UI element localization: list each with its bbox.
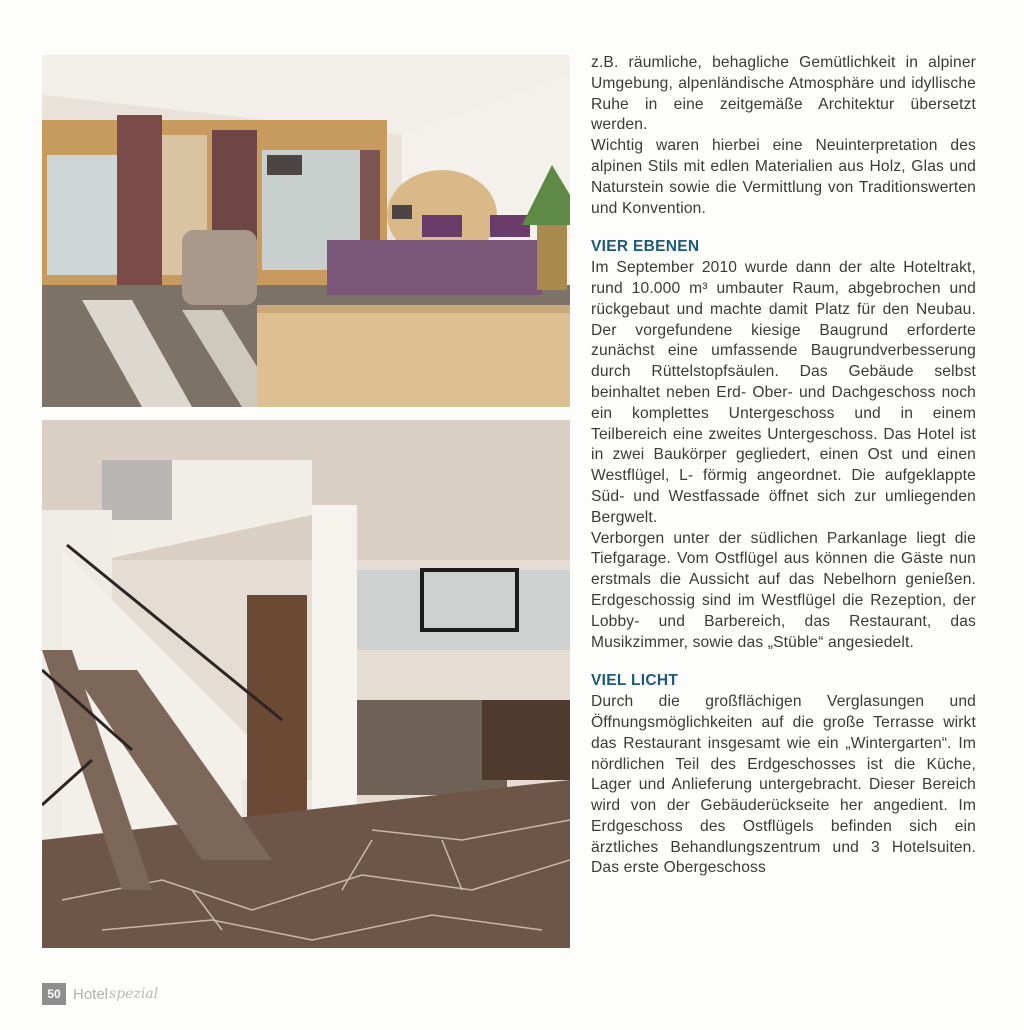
section-heading-viel-licht: VIEL LICHT <box>591 672 679 690</box>
lobby-photo <box>42 420 570 948</box>
section-paragraph: Durch die großflächigen Verglasungen und Öffnungsmöglichkeiten auf die große Terrasse wirkt das Restaurant insgesamt wie ein „Wintergarten“. Im nördlichen Teil des Erdgeschosses ist die Küche, Lager und Anlieferung untergebracht. Dieser Bereich wird von der Gebäuderückseite her angedient. Im Erdgeschoss des Ostflügels befinden sich ein ärztliches Behandlungszentrum und 3 Hotelsuiten. Das erste Obergeschoss <box>591 693 976 877</box>
lobby-photo-drawing <box>42 420 570 948</box>
intro-paragraph: Wichtig waren hierbei eine Neuinterpretation des alpinen Stils mit edlen Materialien aus Holz, Glas und Naturstein sowie die Vermittlung von Traditionswerten und Konvention. <box>591 137 976 217</box>
magazine-name: Hotel <box>73 985 109 1003</box>
bedroom-photo-drawing <box>42 55 570 407</box>
magazine-script-logo: spezial <box>109 986 159 1002</box>
intro-paragraph: z.B. räumliche, behagliche Gemütlichkeit in alpiner Umgebung, alpenländische Atmosphäre und idyllische Ruhe in eine zeitgemäße Architektur übersetzt werden. <box>591 54 976 134</box>
section-paragraph: Verborgen unter der südlichen Parkanlage liegt die Tiefgarage. Vom Ostflügel aus können die Gäste nun erstmals die Aussicht auf das Nebelhorn genießen. Erdgeschossig sind im Westflügel die Rezeption, der Lobby- und Barbereich, das Restaurant, das Musikzimmer, sowie das „Stüble“ angesiedelt. <box>591 529 976 651</box>
article-column <box>591 53 976 879</box>
page-number: 50 <box>42 983 66 1005</box>
section-paragraph: Im September 2010 wurde dann der alte Hoteltrakt, rund 10.000 m³ umbauter Raum, abgebrochen und rückgebaut und machte damit Platz für den Neubau. Der vorgefundene kiesige Baugrund erforderte zunächst eine umfassende Baugrundverbesserung durch Rüttelstopfsäulen. Das Gebäude selbst beinhaltet neben Erd- Ober- und Dachgeschoss noch ein komplettes Untergeschoss und in einem Teilbereich eine zweites Untergeschoss. Das Hotel ist in zwei Baukörper gegliedert, einen Ost und einen Westflügel, L- förmig angeordnet. Die aufgeklappte Süd- und Westfassade öffnet sich zur umliegenden Bergwelt. <box>591 259 976 526</box>
section-heading-vier-ebenen: VIER EBENEN <box>591 238 700 256</box>
page-footer <box>42 983 158 1005</box>
bedroom-photo <box>42 55 570 407</box>
